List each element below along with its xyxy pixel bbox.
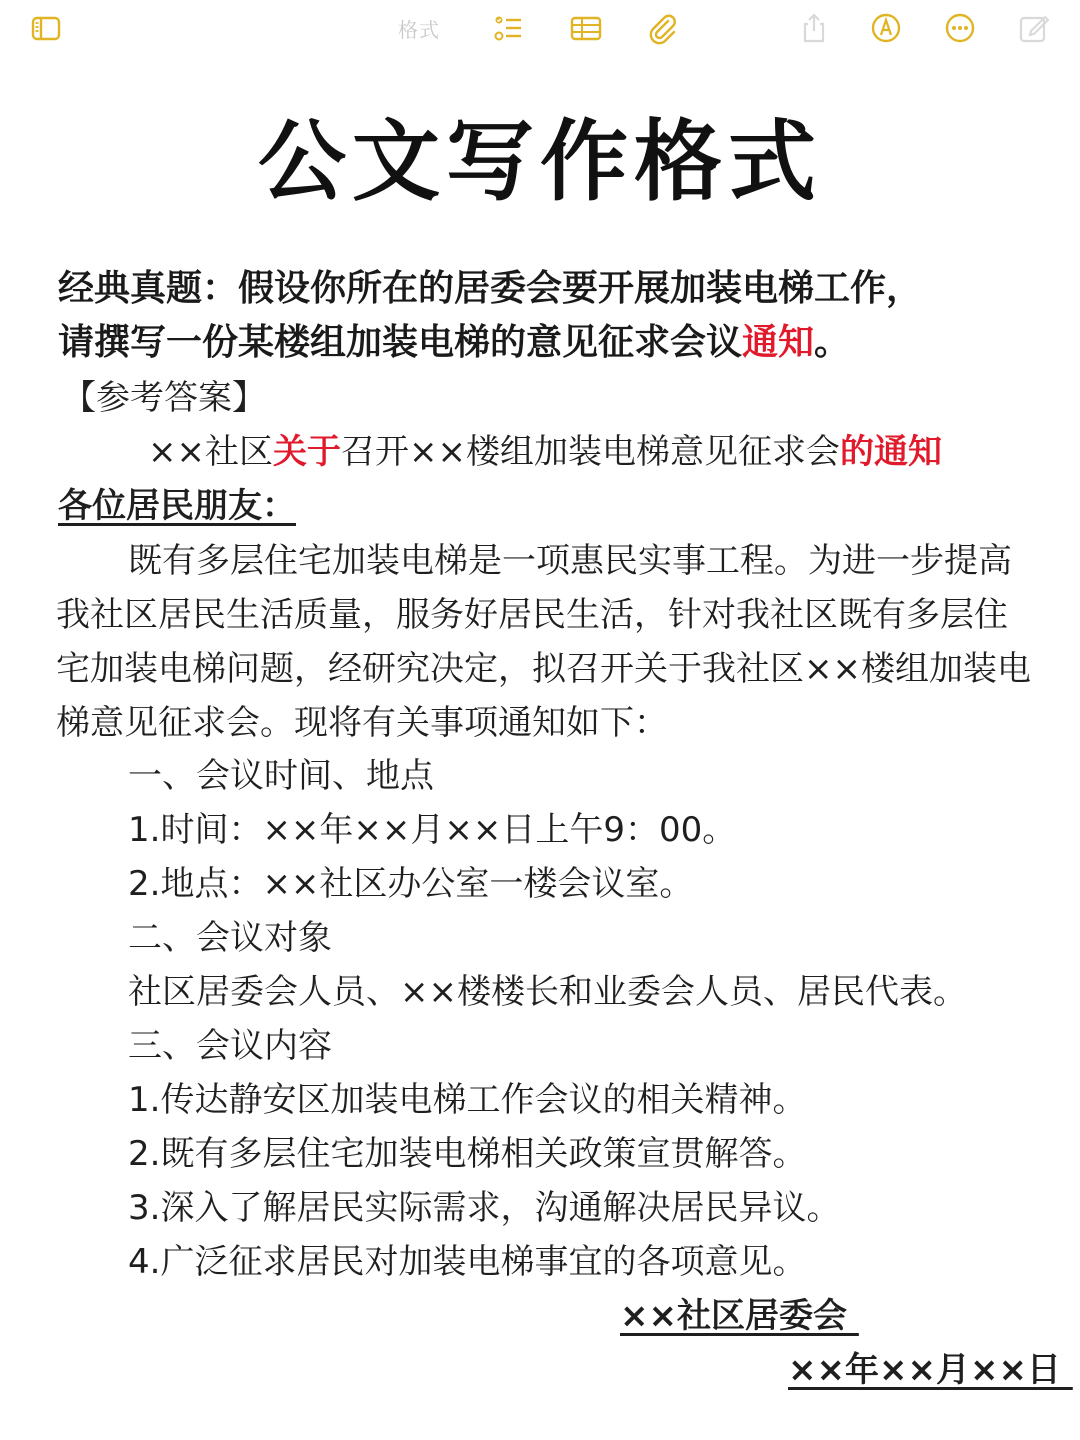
question-line-2-text: 请撰写一份某楼组加装电梯的意见征求会议 <box>58 322 743 363</box>
section3-heading: 三、会议内容 <box>128 1026 332 1066</box>
notice-title-part3: 召开××楼组加装电梯意见征求会 <box>340 432 840 472</box>
section2-text: 社区居委会人员、××楼楼长和业委会人员、居民代表。 <box>128 972 967 1012</box>
body-paragraph: 既有多层住宅加装电梯是一项惠民实事工程。为进一步提高我社区居民生活质量，服务好居民生活，针对我社区既有多层住宅加装电梯问题，经研究决定，拟召开关于我社区××楼组加装电梯意见征求会。现将有关事项通知如下： <box>56 541 1031 743</box>
question-line-1: 经典真题：假设你所在的居委会要开展加装电梯工作， <box>58 268 923 309</box>
date: ××年××月××日 <box>788 1350 1073 1390</box>
section3-item-3: 3.深入了解居民实际需求，沟通解决居民异议。 <box>128 1188 841 1228</box>
notice-title <box>148 428 942 476</box>
compose-icon[interactable] <box>1014 10 1054 46</box>
notice-title-part2: 关于 <box>272 432 341 472</box>
salutation: 各位居民朋友： <box>58 486 296 526</box>
section1-place: 2.地点：××社区办公室一楼会议室。 <box>128 864 694 904</box>
section1-time: 1.时间：××年××月××日上午9：00。 <box>128 810 737 850</box>
question-line-2 <box>58 316 1048 370</box>
more-icon[interactable] <box>940 10 980 46</box>
question-highlight: 通知 <box>742 322 815 363</box>
sidebar-icon[interactable] <box>26 10 66 46</box>
markup-icon[interactable] <box>866 10 906 46</box>
notice-title-part1: ××社区 <box>148 432 273 472</box>
table-icon[interactable] <box>566 10 606 46</box>
answer-label: 【参考答案】 <box>62 378 266 418</box>
notice-title-part4: 的通知 <box>839 432 942 472</box>
document-title: 公文写作格式 <box>257 110 822 213</box>
section1-heading: 一、会议时间、地点 <box>128 756 434 796</box>
notes-toolbar <box>0 0 1080 58</box>
signature: ××社区居委会 <box>620 1296 859 1336</box>
section3-item-1: 1.传达静安区加装电梯工作会议的相关精神。 <box>128 1080 807 1120</box>
attachment-icon[interactable] <box>642 10 682 46</box>
share-icon[interactable] <box>794 10 834 46</box>
question-line-2-end: 。 <box>814 322 851 363</box>
checklist-icon[interactable] <box>488 10 528 46</box>
section3-item-2: 2.既有多层住宅加装电梯相关政策宣贯解答。 <box>128 1134 807 1174</box>
section3-item-4: 4.广泛征求居民对加装电梯事宜的各项意见。 <box>128 1242 807 1282</box>
section2-heading: 二、会议对象 <box>128 918 332 958</box>
toolbar-format-label[interactable]: 格式 <box>398 18 440 42</box>
